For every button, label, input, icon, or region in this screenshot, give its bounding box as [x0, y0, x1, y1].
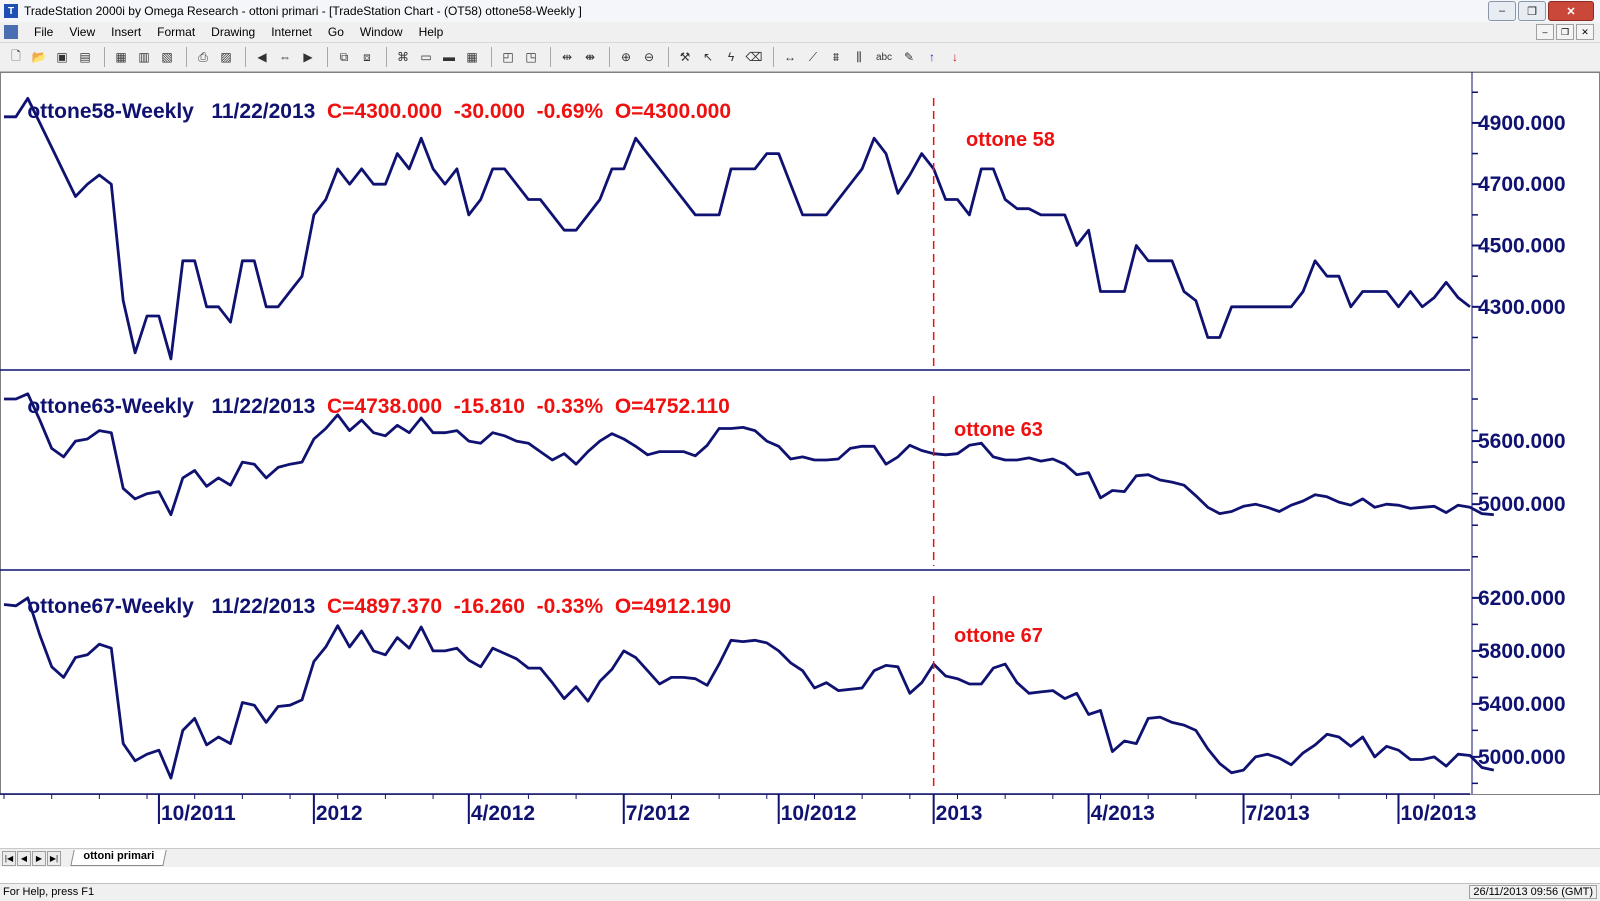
close-button[interactable]: ✕ — [1548, 1, 1594, 21]
time-tick-label: 10/2012 — [780, 802, 857, 825]
price-tick-label: 4300.000 — [1478, 295, 1566, 319]
pointer-icon[interactable]: ↖ — [702, 50, 714, 64]
printer-icon[interactable]: ⎙ — [198, 49, 208, 64]
time-tick-label: 10/2011 — [160, 802, 236, 825]
pane1-close: C=4300.000 — [326, 100, 443, 123]
mdi-minimize-button[interactable]: – — [1536, 24, 1554, 40]
toolbar-separator — [245, 47, 246, 67]
menu-window[interactable]: Window — [359, 25, 403, 39]
insert-indicator-icon[interactable]: ⧉ — [339, 49, 349, 64]
toolbar-separator — [668, 47, 669, 67]
menu-format[interactable]: Format — [157, 25, 196, 39]
restore-button[interactable]: ❐ — [1518, 1, 1546, 21]
menu-view[interactable]: View — [69, 25, 96, 39]
pane2-open: O=4752.110 — [614, 395, 730, 418]
time-tick-label: 2013 — [935, 802, 983, 825]
pane1-pct: -0.69% — [536, 100, 604, 123]
pen-icon[interactable]: ✎ — [903, 50, 915, 64]
pane2-pct: -0.33% — [536, 395, 604, 418]
menu-bar — [0, 22, 1600, 42]
price-tick-label: 5800.000 — [1478, 639, 1566, 663]
candle-icon[interactable]: ⫼ — [856, 49, 862, 64]
pane3-date: 11/22/2013 — [211, 595, 316, 618]
save-icon[interactable]: ▣ — [56, 50, 68, 64]
horizontal-line-icon[interactable]: ↔ — [784, 50, 796, 64]
price-tick-label: 4500.000 — [1478, 234, 1566, 258]
pane3-pct: -0.33% — [536, 595, 604, 618]
radar-icon[interactable]: ◰ — [502, 50, 514, 64]
pane2-symbol: ottone63-Weekly — [27, 395, 194, 418]
pane3-close: C=4897.370 — [326, 595, 443, 618]
status-bar — [0, 883, 1600, 901]
text-icon[interactable]: abc — [875, 51, 893, 63]
price-tick-label: 5000.000 — [1478, 493, 1566, 517]
toolbar-separator — [491, 47, 492, 67]
open-icon[interactable]: 📂 — [31, 50, 47, 64]
mdi-close-button[interactable]: ✕ — [1576, 24, 1594, 40]
time-tick-label: 10/2013 — [1400, 802, 1477, 825]
print-preview-icon[interactable]: ▦ — [115, 50, 127, 64]
arrow-down-icon[interactable]: ↓ — [952, 50, 958, 64]
time-tick-label: 7/2012 — [625, 802, 691, 825]
last-sheet-button[interactable]: ▶| — [47, 851, 61, 866]
grid-icon[interactable]: ▬ — [443, 50, 455, 64]
time-tick-label: 2012 — [315, 802, 363, 825]
bar-spacing-narrow-icon[interactable]: ⇼ — [584, 50, 596, 64]
time-tick-label: 4/2012 — [470, 802, 536, 825]
pane2-change: -15.810 — [453, 395, 525, 418]
sheet-tab-label: ottoni primari — [83, 850, 155, 862]
first-sheet-button[interactable]: |◀ — [2, 851, 16, 866]
pane2-date: 11/22/2013 — [211, 395, 316, 418]
scroll-both-icon[interactable]: ⇔ — [279, 50, 291, 64]
chart-canvas[interactable] — [0, 72, 1600, 847]
new-icon[interactable]: 🗋 — [11, 48, 21, 63]
status-help: For Help, press F1 — [3, 886, 95, 898]
toolbar-separator — [609, 47, 610, 67]
window-icon[interactable]: ⌘ — [397, 50, 409, 64]
pane3-header — [4, 571, 731, 643]
page-setup-icon[interactable]: ▧ — [161, 50, 173, 64]
menu-insert[interactable]: Insert — [111, 25, 142, 39]
arrow-up-icon[interactable]: ↑ — [929, 50, 935, 64]
price-tick-label: 5400.000 — [1478, 692, 1566, 716]
toolbar — [0, 42, 1600, 72]
chart-area[interactable] — [0, 72, 1600, 847]
window-title: TradeStation 2000i by Omega Research - ottoni primari - [TradeStation Chart - (OT58) ottone58-Weekly ] — [24, 4, 582, 18]
bar-spacing-wide-icon[interactable]: ⇹ — [561, 50, 573, 64]
toolbar-separator — [104, 47, 105, 67]
pane1-symbol: ottone58-Weekly — [27, 100, 194, 123]
prev-sheet-button[interactable]: ◀ — [17, 851, 31, 866]
time-tick-label: 7/2013 — [1245, 802, 1310, 825]
window-controls — [1488, 1, 1594, 21]
sheet-tab-ottoni-primari[interactable] — [70, 850, 166, 866]
price-tick-label: 5000.000 — [1478, 745, 1566, 769]
minimize-button[interactable]: – — [1488, 1, 1516, 21]
sheet-nav — [2, 851, 62, 866]
pane2-header — [4, 371, 730, 443]
price-tick-label: 4700.000 — [1478, 173, 1566, 197]
tools-icon[interactable]: ⚒ — [679, 50, 691, 64]
scroll-left-icon[interactable]: ◀ — [257, 50, 267, 64]
scroll-right-icon[interactable]: ▶ — [303, 50, 313, 64]
zoom-in-icon[interactable]: ⊕ — [620, 50, 632, 64]
next-sheet-button[interactable]: ▶ — [32, 851, 46, 866]
pane3-change: -16.260 — [453, 595, 525, 618]
toolbar-separator — [186, 47, 187, 67]
menu-go[interactable]: Go — [327, 25, 344, 39]
menu-file[interactable]: File — [34, 25, 54, 39]
trendline-icon[interactable]: ⟋ — [808, 49, 818, 64]
insert-study-icon[interactable]: ⧈ — [363, 49, 371, 64]
pane1-change: -30.000 — [453, 100, 525, 123]
toolbar-separator — [386, 47, 387, 67]
pane1-open: O=4300.000 — [614, 100, 731, 123]
toolbar-separator — [550, 47, 551, 67]
status-datetime: 26/11/2013 09:56 (GMT) — [1469, 885, 1597, 899]
chart-doc-icon[interactable] — [4, 25, 18, 39]
bar-spacing-icon[interactable]: ◳ — [525, 50, 537, 64]
format-icon[interactable]: ▨ — [220, 50, 232, 64]
menu-internet[interactable]: Internet — [271, 25, 312, 39]
price-tick-label: 6200.000 — [1478, 586, 1566, 610]
price-tick-label: 4900.000 — [1478, 111, 1566, 135]
title-bar — [0, 0, 1600, 23]
chart-analysis-icon[interactable]: ▦ — [466, 50, 478, 64]
toolbar-separator — [773, 47, 774, 67]
menu-drawing[interactable]: Drawing — [211, 25, 256, 39]
zoom-out-icon[interactable]: ⊖ — [643, 50, 655, 64]
pane2-close: C=4738.000 — [326, 395, 443, 418]
pane2-annotation: ottone 63 — [954, 419, 1043, 441]
pane3-annotation: ottone 67 — [954, 625, 1043, 647]
toolbar-separator — [327, 47, 328, 67]
fib-icon[interactable]: ⩩ — [832, 49, 840, 64]
print-icon[interactable]: ▥ — [138, 50, 150, 64]
gann-icon[interactable]: ϟ — [727, 50, 735, 64]
mdi-restore-button[interactable]: ❐ — [1556, 24, 1574, 40]
mdi-controls — [1536, 24, 1594, 40]
time-tick-label: 4/2013 — [1090, 802, 1155, 825]
pane1-header — [4, 76, 731, 148]
menu-help[interactable]: Help — [418, 25, 444, 39]
pane3-open: O=4912.190 — [614, 595, 731, 618]
pane1-annotation: ottone 58 — [966, 129, 1055, 151]
price-tick-label: 5600.000 — [1478, 430, 1566, 454]
sheet-tab-bar — [0, 848, 1600, 867]
data-window-icon[interactable]: ▭ — [420, 50, 432, 64]
folder-icon[interactable]: ▤ — [79, 50, 91, 64]
tradestation-app-icon[interactable]: T — [4, 4, 18, 18]
eraser-icon[interactable]: ⌫ — [745, 50, 763, 64]
pane3-symbol: ottone67-Weekly — [27, 595, 194, 618]
pane1-date: 11/22/2013 — [211, 100, 316, 123]
